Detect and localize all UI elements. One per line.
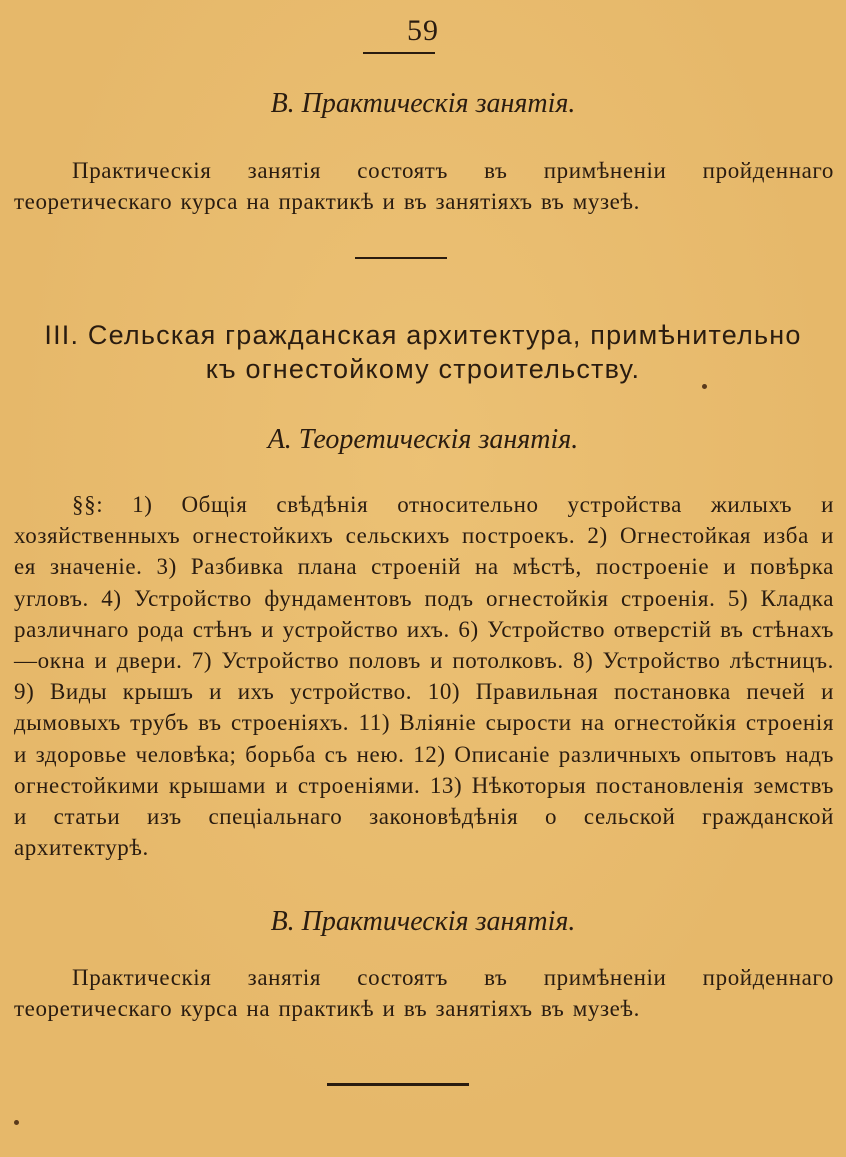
- theoretical-heading: А. Теоретическія занятія.: [267, 424, 579, 455]
- section-iii-title-line1: III. Сельская гражданская архитектура, примѣнительно: [44, 320, 802, 350]
- practical-text-1: Практическія занятія состоятъ въ примѣненіи пройденнаго теоретическаго курса на практикѣ и въ занятіяхъ въ музеѣ.: [14, 158, 834, 215]
- page-number-underline: [363, 52, 435, 54]
- end-rule: [327, 1083, 469, 1086]
- paper-speck: [702, 384, 707, 389]
- divider-rule: [355, 257, 447, 259]
- theoretical-text: §§: 1) Общія свѣдѣнія относительно устройства жилыхъ и хозяйственныхъ огнестойкихъ сельскихъ построекъ. 2) Огнестойкая изба и ея значеніе. 3) Разбивка плана строеній на мѣстѣ, построеніе и повѣрка угловъ. 4) Устройство фундаментовъ подъ огнестойкія строенія. 5) Кладка различнаго рода стѣнъ и устройство ихъ. 6) Устройство отверстій въ стѣнахъ—окна и двери. 7) Устройство половъ и потолковъ. 8) Устройство лѣстницъ. 9) Виды крышъ и ихъ устройство. 10) Правильная постановка печей и дымовыхъ трубъ въ строеніяхъ. 11) Вліяніе сырости на огнестойкія строенія и здоровье человѣка; борьба съ нею. 12) Описаніе различныхъ опытовъ надъ огнестойкими крышами и строеніями. 13) Нѣкоторыя постановленія земствъ и статьи изъ спеціальнаго законовѣдѣнія о сельской гражданской архитектурѣ.: [14, 492, 834, 861]
- paper-speck: [14, 1120, 19, 1125]
- page-number: 59: [407, 14, 439, 47]
- practical-heading-2: В. Практическія занятія.: [270, 906, 576, 937]
- practical-text-2: Практическія занятія состоятъ въ примѣненіи пройденнаго теоретическаго курса на практикѣ и въ занятіяхъ въ музеѣ.: [14, 965, 834, 1022]
- practical-heading-1: В. Практическія занятія.: [270, 88, 576, 119]
- section-iii-title-line2: къ огнестойкому строительству.: [205, 354, 641, 384]
